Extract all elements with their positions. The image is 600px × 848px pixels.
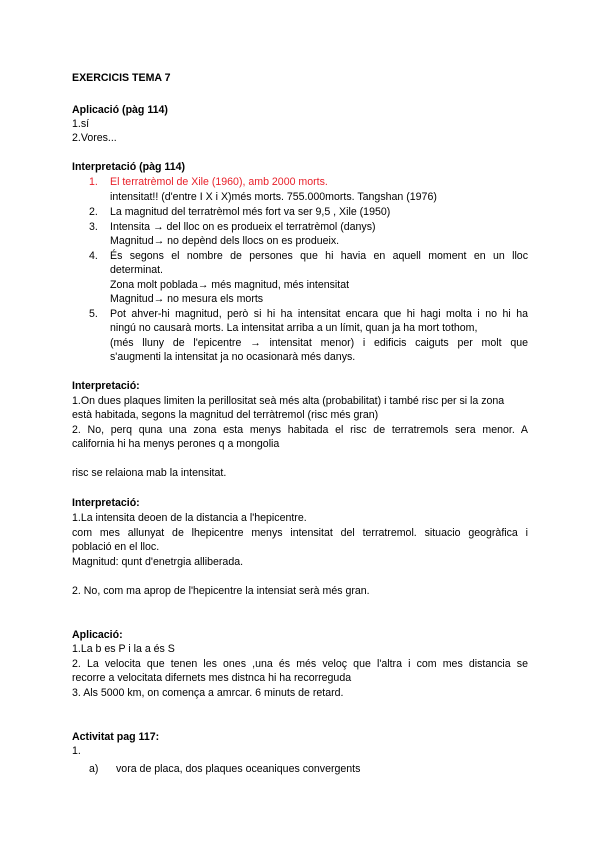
answer-line: 1.sí xyxy=(72,118,90,130)
list-item-text: Magnitud→ no mesura els morts xyxy=(110,293,264,305)
paragraph-line: 2. La velocita que tenen les ones ,una és més veloç que l'altra i com mes distancia se xyxy=(72,658,528,670)
paragraph-line: com mes allunyat de lhepicentre menys intensitat del terratremol. situacio geogràfica i xyxy=(72,527,528,539)
list-item-text: El terratrèmol de Xile (1960), amb 2000 morts. xyxy=(110,176,328,188)
paragraph-line: 3. Als 5000 km, on comença a amrcar. 6 minuts de retard. xyxy=(72,687,344,699)
paragraph-line: 1.On dues plaques limiten la perillositat seà més alta (probabilitat) i també risc per si la zona xyxy=(72,395,505,407)
list-item-text: Intensita → del lloc on es produeix el terratrèmol (danys) xyxy=(110,221,376,233)
list-item-text: Magnitud→ no depènd dels llocs on es produeix. xyxy=(110,235,340,247)
list-number: 1. xyxy=(72,745,81,757)
list-number: 5. xyxy=(89,308,98,320)
list-number: 1. xyxy=(89,176,98,188)
list-item-text: La magnitud del terratrèmol més fort va ser 9,5 , Xile (1950) xyxy=(110,206,391,218)
sub-item-letter: a) xyxy=(89,763,99,775)
section-heading-interpretacio: Interpretació (pàg 114) xyxy=(72,161,186,173)
paragraph-line: està habitada, segons la magnitud del terràtremol (risc més gran) xyxy=(72,409,379,421)
list-item-text: És segons el nombre de persones que hi havia en aquell moment en un lloc xyxy=(110,250,528,262)
section-heading-interpretacio: Interpretació: xyxy=(72,380,140,392)
list-item-text: determinat. xyxy=(110,264,163,276)
paragraph-line: california hi ha menys perones q a mongolia xyxy=(72,438,280,450)
list-item-text: Pot ahver-hi magnitud, però si hi ha intensitat encara que hi hagi molta i no hi ha xyxy=(110,308,528,320)
list-number: 4. xyxy=(89,250,98,262)
list-number: 3. xyxy=(89,221,98,233)
list-item-text: Zona molt poblada→ més magnitud, més intensitat xyxy=(110,279,350,291)
answer-line: 2.Vores... xyxy=(72,132,117,144)
document-title: EXERCICIS TEMA 7 xyxy=(72,72,171,84)
paragraph-line: 2. No, perq quna una zona esta menys habitada el risc de terratremols sera menor. A xyxy=(72,424,528,436)
list-item-text: (més lluny de l'epicentre → intensitat menor) i edificis caiguts per molt que xyxy=(110,337,528,349)
paragraph-line: 1.La b es P i la a és S xyxy=(72,643,175,655)
section-heading-aplicacio: Aplicació: xyxy=(72,629,123,641)
section-heading-activitat: Activitat pag 117: xyxy=(72,731,160,743)
paragraph-line: 2. No, com ma aprop de l'hepicentre la intensiat serà més gran. xyxy=(72,585,370,597)
paragraph-line: població en el lloc. xyxy=(72,541,160,553)
section-heading-aplicacio: Aplicació (pàg 114) xyxy=(72,104,168,116)
paragraph-line: Magnitud: qunt d'enetrgia alliberada. xyxy=(72,556,244,568)
list-item-text: intensitat!! (d'entre I X i X)més morts. 755.000morts. Tangshan (1976) xyxy=(110,191,437,203)
paragraph-line: recorre a velocitata difernets mes distnca hi ha recorreguda xyxy=(72,672,352,684)
sub-item-text: vora de placa, dos plaques oceaniques convergents xyxy=(116,763,361,775)
list-item-text: ningú no causarà morts. La intensitat arriba a un límit, quan ja ha mort tothom, xyxy=(110,322,478,334)
paragraph-line: 1.La intensita deoen de la distancia a l'hepicentre. xyxy=(72,512,307,524)
list-item-text: s'augmenti la intensitat ja no ocasionarà més danys. xyxy=(110,351,356,363)
paragraph-line: risc se relaiona mab la intensitat. xyxy=(72,467,227,479)
section-heading-interpretacio: Interpretació: xyxy=(72,497,140,509)
list-number: 2. xyxy=(89,206,98,218)
